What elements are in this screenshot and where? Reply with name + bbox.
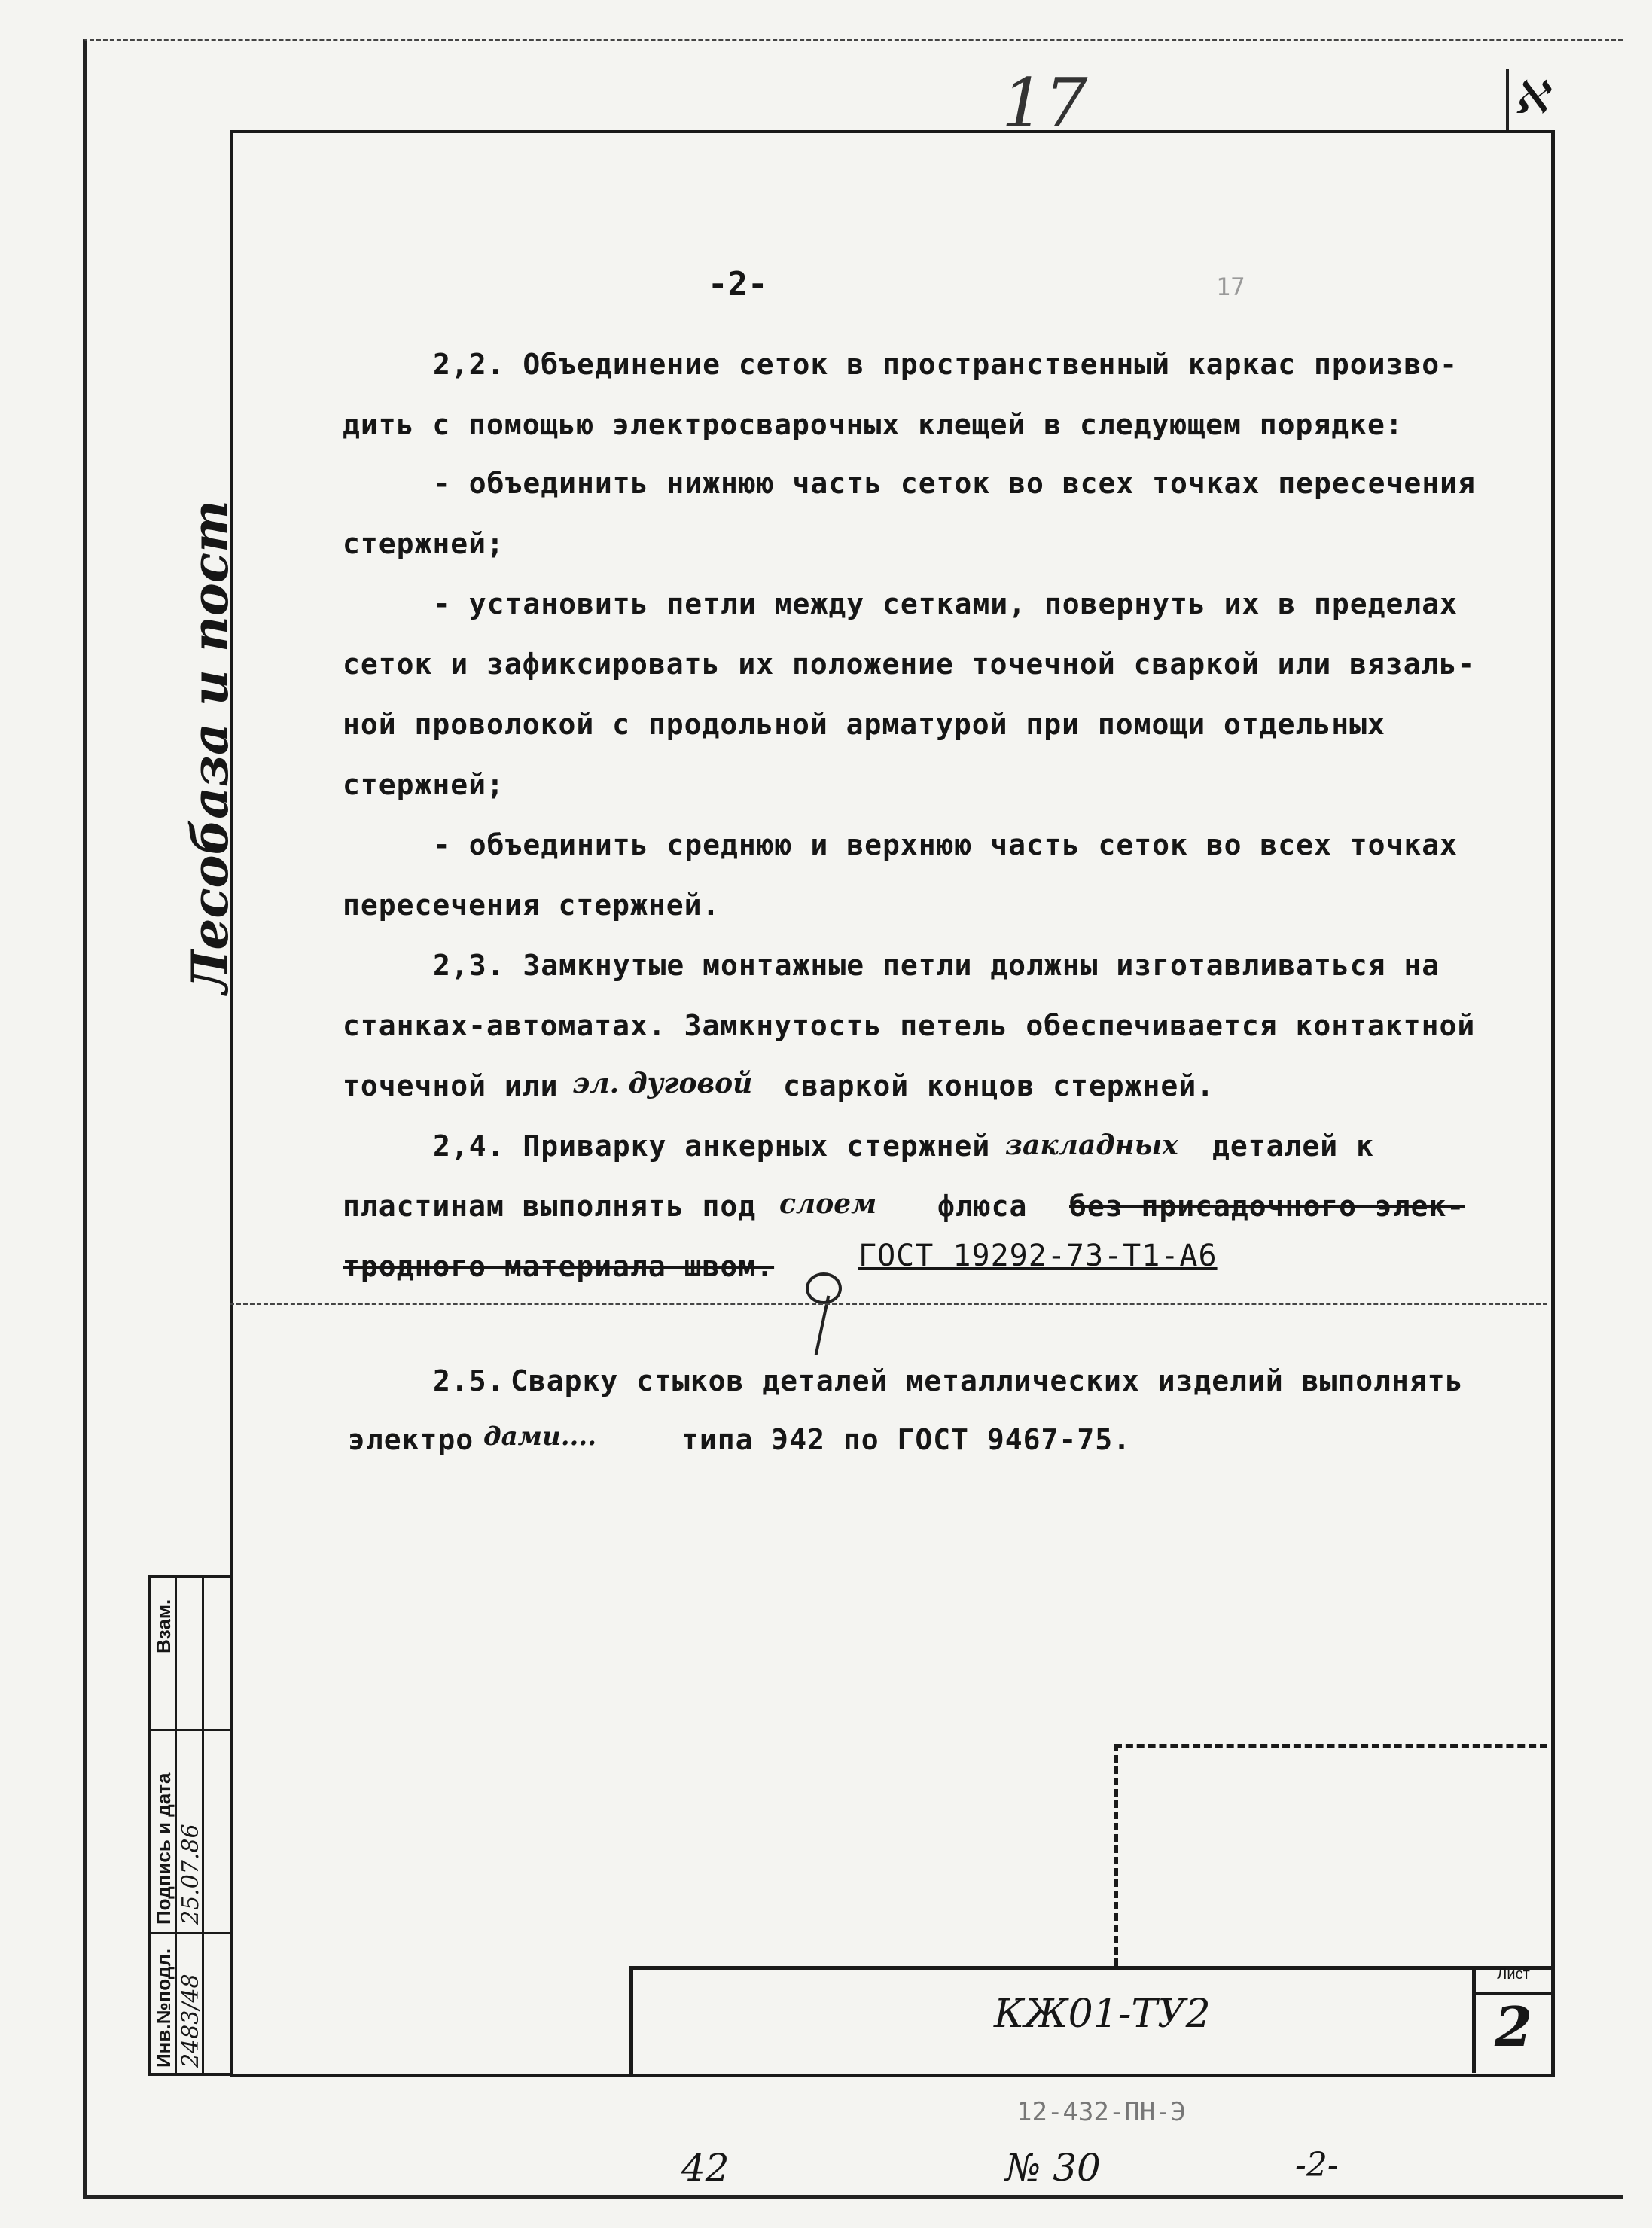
para-2-5-number: 2.5. [433,1364,505,1397]
para-2-5-line-1: Сварку стыков деталей металлических изделий выполнять [511,1364,1464,1397]
handwritten-electrodes: дами.... [483,1422,597,1452]
inventory-label: Инв.№подл. [152,1948,175,2068]
handwritten-embedded: закладных [1005,1129,1178,1161]
para-2-3-line-3a: точечной или [343,1069,559,1102]
para-2-2-line-7: ной проволокой с продольной арматурой при помощи отдельных [343,708,1385,741]
para-2-4-line-1b: деталей к [1212,1129,1374,1163]
sheet-label: Лист [1476,1966,1551,1995]
para-2-4-line-3: тродного материала швом. [343,1250,775,1283]
para-2-3-line-1: 2,3. Замкнутые монтажные петли должны изготавливаться на [433,949,1440,982]
para-2-4-line-1a: 2,4. Приварку анкерных стержней [433,1129,991,1163]
para-2-2-line-4: стержней; [343,527,504,560]
sheet-number: 2 [1494,1995,1533,2059]
faint-mark: 17 [1216,273,1245,301]
para-2-2-line-1: 2,2. Объединение сеток в пространственный каркас произво- [433,348,1458,381]
para-2-2-line-8: стержней; [343,768,504,801]
para-2-2-line-9: - объединить среднюю и верхнюю часть сеток во всех точках [433,828,1458,861]
para-2-4-line-2b: флюса [937,1190,1028,1223]
para-2-2-line-2: дить с помощью электросварочных клещей в следующем порядке: [343,408,1404,441]
footer-left: 42 [681,2146,730,2190]
footer-right: -2- [1295,2146,1339,2184]
corner-dashed-top [1114,1744,1547,1748]
insertion-arrow [806,1272,842,1304]
document-code: КЖ01-ТУ2 [994,1992,1211,2037]
section-divider [230,1303,1547,1305]
side-inventory-strip [148,1575,232,2076]
inventory-value: 2483/48 [178,1974,204,2068]
footer-faint-code: 12-432-ПН-Э [1016,2097,1187,2127]
para-2-2-line-3: - объединить нижнюю часть сеток во всех точках пересечения [433,467,1476,500]
para-2-2-line-6: сеток и зафиксировать их положение точечной сваркой или вязаль- [343,648,1476,681]
corner-mark: ℵ [1513,72,1547,124]
para-2-5-line-2b: типа Э42 по ГОСТ 9467-75. [681,1423,1131,1456]
signature-label: Подпись и дата [152,1772,175,1925]
sheet-cell [1472,1966,1551,2073]
page-number: -2- [708,265,768,303]
para-2-3-line-2: станках-автоматах. Замкнутость петель обеспечивается контактной [343,1009,1476,1042]
para-2-5-line-2a: электро [348,1423,474,1456]
handwritten-layer: слоем [779,1188,877,1220]
para-2-2-line-10: пересечения стержней. [343,888,721,922]
signature-date-value: 25.07.86 [178,1824,204,1925]
margin-handwritten-note: Лесобаза и пост [181,500,239,994]
para-2-4-line-2a: пластинам выполнять под [343,1190,757,1223]
sheet-mark: 17 [1001,64,1088,143]
footer-middle: № 30 [1005,2146,1101,2190]
replace-label: Взам. [152,1599,175,1653]
handwritten-arc-weld: эл. дуговой [572,1068,753,1099]
corner-dashed-left [1114,1744,1118,1966]
para-2-4-struck-text: без присадочного элек- [1069,1190,1465,1223]
gost-stamp: ГОСТ 19292-73-Т1-А6 [858,1239,1218,1273]
para-2-3-line-3b: сваркой концов стержней. [783,1069,1215,1102]
para-2-2-line-5: - установить петли между сетками, повернуть их в пределах [433,587,1458,620]
